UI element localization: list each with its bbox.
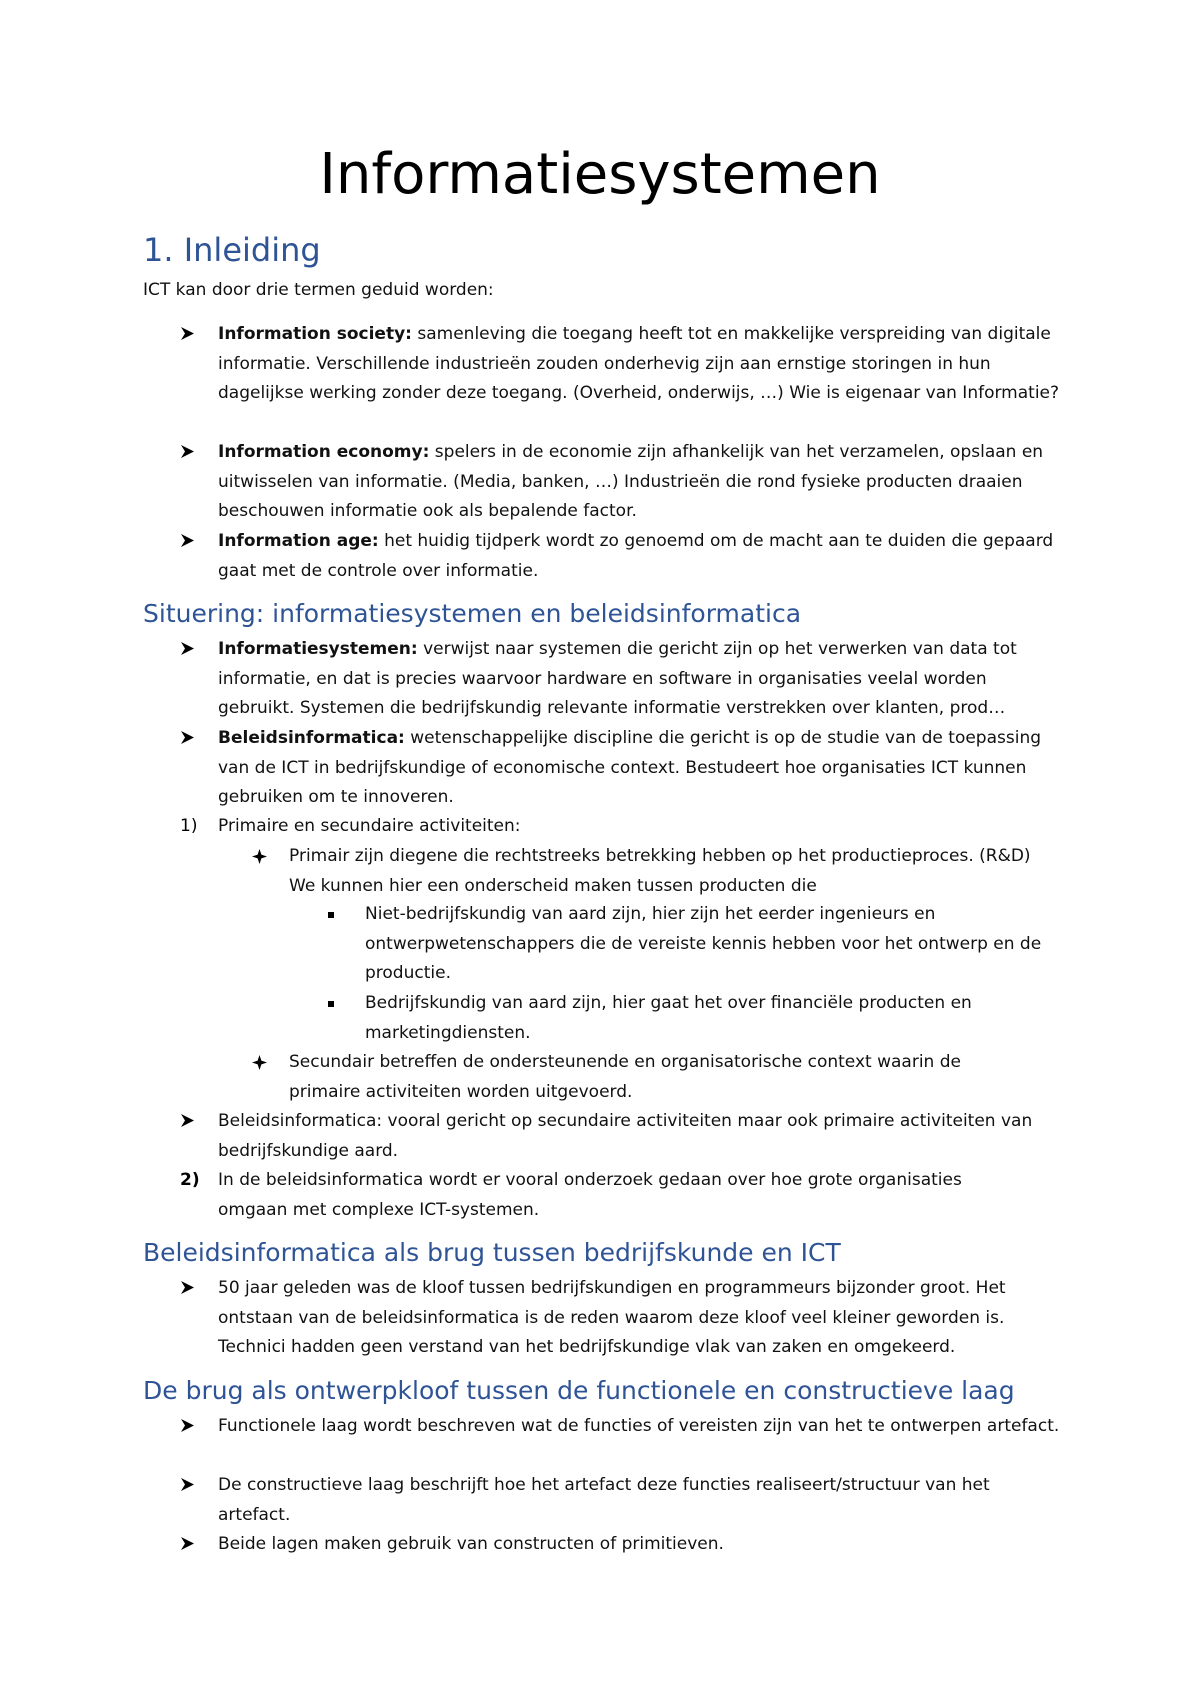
term-label: Information age: (218, 531, 379, 551)
term-label: Information economy: (218, 442, 430, 462)
document-title: Informatiesystemen (319, 142, 881, 207)
list-item (252, 842, 1042, 901)
heading-brug: Beleidsinformatica als brug tussen bedrijfskunde en ICT (143, 1238, 841, 1267)
heading-inleiding: 1. Inleiding (143, 231, 321, 269)
list-text: Beide lagen maken gebruik van constructen of primitieven. (218, 1534, 724, 1554)
heading-situering: Situering: informatiesystemen en beleidsinformatica (143, 599, 802, 628)
arrow-bullet-icon (180, 641, 195, 656)
list-text: Primaire en secundaire activiteiten: (218, 816, 521, 836)
square-bullet-icon (328, 1001, 334, 1007)
list-text: Beleidsinformatica: vooral gericht op secundaire activiteiten maar ook primaire activiteiten van bedrijfskundige aard. (218, 1111, 1033, 1161)
list-item (180, 527, 1060, 586)
term-text: wetenschappelijke discipline die gericht is op de studie van de toepassing van de ICT in bedrijfskundige of economische context. Bestudeert hoe organisaties ICT kunnen gebruiken om te innoveren. (218, 728, 1042, 807)
list-text: Bedrijfskundig van aard zijn, hier gaat het over financiële producten en marketingdiensten. (365, 993, 972, 1043)
arrow-bullet-icon (180, 1536, 195, 1551)
list-item (180, 724, 1060, 813)
list-item (180, 320, 1060, 409)
numbered-item (180, 812, 1060, 842)
term-text: verwijst naar systemen die gericht zijn op het verwerken van data tot informatie, en dat is precies waarvoor hardware en software in organisaties veelal worden gebruikt. Systemen die bedrijfskundig relevante informatie verstrekken over klanten, prod… (218, 639, 1017, 718)
term-label: Informatiesystemen: (218, 639, 418, 659)
diamond-bullet-icon (252, 849, 267, 864)
list-item (180, 1412, 1060, 1442)
list-text: De constructieve laag beschrijft hoe het artefact deze functies realiseert/structuur van het artefact. (218, 1475, 990, 1525)
arrow-bullet-icon (180, 1477, 195, 1492)
list-item (180, 1274, 1060, 1363)
list-item (328, 989, 1068, 1048)
arrow-bullet-icon (180, 1280, 195, 1295)
list-item (180, 438, 1060, 527)
list-item (328, 900, 1068, 989)
list-text: Secundair betreffen de ondersteunende en organisatorische context waarin de primaire activiteiten worden uitgevoerd. (289, 1052, 961, 1102)
arrow-bullet-icon (180, 730, 195, 745)
term-text: het huidig tijdperk wordt zo genoemd om de macht aan te duiden die gepaard gaat met de controle over informatie. (218, 531, 1054, 581)
list-text: In de beleidsinformatica wordt er vooral onderzoek gedaan over hoe grote organisaties omgaan met complexe ICT-systemen. (218, 1170, 962, 1220)
intro-text: ICT kan door drie termen geduid worden: (143, 280, 494, 300)
arrow-bullet-icon (180, 1418, 195, 1433)
heading-ontwerpkloof: De brug als ontwerpkloof tussen de functionele en constructieve laag (143, 1376, 1015, 1405)
list-item (180, 1530, 1060, 1560)
list-text: Primair zijn diegene die rechtstreeks betrekking hebben op het productieproces. (R&D) We kunnen hier een onderscheid maken tussen producten die (289, 846, 1031, 896)
list-item (180, 1107, 1060, 1166)
list-item (252, 1048, 1022, 1107)
list-item (180, 1471, 1060, 1530)
term-label: Beleidsinformatica: (218, 728, 405, 748)
list-text: Niet-bedrijfskundig van aard zijn, hier zijn het eerder ingenieurs en ontwerpwetenschappers die de vereiste kennis hebben voor het ontwerp en de productie. (365, 904, 1042, 983)
numbered-item (180, 1166, 1020, 1225)
list-item (180, 635, 1060, 724)
diamond-bullet-icon (252, 1055, 267, 1070)
term-label: Information society: (218, 324, 412, 344)
arrow-bullet-icon (180, 326, 195, 341)
term-text: spelers in de economie zijn afhankelijk van het verzamelen, opslaan en uitwisselen van informatie. (Media, banken, …) Industrieën die rond fysieke producten draaien beschouwen informatie ook als bepalende factor. (218, 442, 1044, 521)
arrow-bullet-icon (180, 533, 195, 548)
term-text: samenleving die toegang heeft tot en makkelijke verspreiding van digitale informatie. Verschillende industrieën zouden onderhevig zijn aan ernstige storingen in hun dagelijkse werking zonder deze toegang. (Overheid, onderwijs, …) Wie is eigenaar van Informatie? (218, 324, 1060, 403)
list-text: Functionele laag wordt beschreven wat de functies of vereisten zijn van het te ontwerpen artefact. (218, 1416, 1060, 1436)
arrow-bullet-icon (180, 444, 195, 459)
list-text: 50 jaar geleden was de kloof tussen bedrijfskundigen en programmeurs bijzonder groot. Het ontstaan van de beleidsinformatica is de reden waarom deze kloof veel kleiner geworden is. Technici hadden geen verstand van het bedrijfskundige vlak van zaken en omgekeerd. (218, 1278, 1006, 1357)
list-number: 2) (180, 1170, 200, 1190)
arrow-bullet-icon (180, 1113, 195, 1128)
list-number: 1) (180, 816, 198, 836)
square-bullet-icon (328, 912, 334, 918)
